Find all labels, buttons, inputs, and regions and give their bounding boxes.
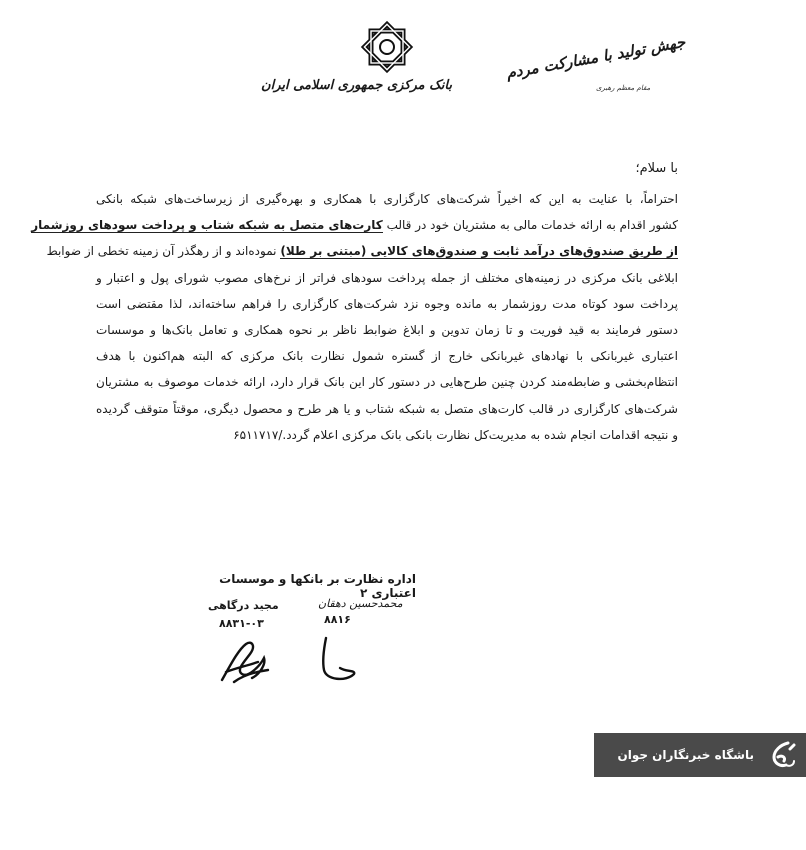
letter-line: و نتیجه اقدامات انجام شده به مدیریت‌کل نظارت بانکی بانک مرکزی اعلام گردد./۶۵۱۱۷۱۷ bbox=[233, 427, 678, 442]
signature-1-icon bbox=[216, 636, 274, 688]
bank-name: بانک مرکزی جمهوری اسلامی ایران bbox=[261, 78, 452, 93]
letter-line-part: کشور اقدام به ارائه خدمات مالی به مشتریان خود در قالب bbox=[386, 218, 678, 233]
highlighted-phrase: کارت‌های متصل به شبکه شتاب و پرداخت سودهای روزشمار bbox=[31, 218, 383, 233]
letter-line bbox=[31, 212, 678, 238]
highlighted-phrase: از طریق صندوق‌های درآمد ثابت و صندوق‌های کالایی (مبتنی بر طلا) bbox=[280, 244, 678, 259]
signatory-1-name: مجید درگاهی bbox=[208, 599, 279, 612]
signature-2-icon bbox=[316, 634, 362, 684]
signatory-2-code: ۸۸۱۶ bbox=[324, 613, 351, 626]
letter-line: دستور فرمایند به قید فوریت و تا زمان تدوین و ابلاغ ضوابط ناظر بر نحوه همکاری و تعامل بانک‌ها و موسسات bbox=[96, 323, 678, 338]
letter-line: شرکت‌های کارگزاری در قالب کارت‌های متصل به شبکه شتاب و یا هر طرح و محصول دیگری، موقتاً متوقف گردیده bbox=[96, 401, 678, 416]
letter-body bbox=[31, 186, 678, 448]
letter-line-part: نموده‌اند و از رهگذر آن زمینه تخطی از ضوابط bbox=[46, 244, 277, 259]
signatory-2-name: محمدحسین دهقان bbox=[318, 597, 403, 610]
letter-line: پرداخت سود کوتاه مدت روزشمار به مانده وجوه نزد شرکت‌های کارگزاری را فراهم ساخته‌اند، لذا مقتضی است bbox=[96, 296, 678, 311]
letter-line: انتظام‌بخشی و ضابطه‌مند کردن چنین طرح‌هایی در دستور کار این بانک قرار دارد، ارائه خدمات موصوف به مشتریان bbox=[96, 375, 678, 390]
central-bank-emblem-icon bbox=[358, 18, 416, 76]
greeting: با سلام؛ bbox=[635, 161, 678, 176]
signatory-1-code: ۸۸۳۱-۰۳ bbox=[219, 617, 264, 630]
news-agency-name: باشگاه خبرنگاران جوان bbox=[617, 748, 754, 762]
signatory-office: اداره نظارت بر بانکها و موسسات اعتباری ۲ bbox=[219, 572, 416, 600]
news-agency-badge bbox=[594, 733, 806, 777]
letter-line: احتراماً، با عنایت به این که اخیراً شرکت‌های کارگزاری با همکاری و بهره‌گیری از زیرساخت‌های شبکه بانکی bbox=[96, 192, 678, 206]
slogan-attribution: مقام معظم رهبری bbox=[596, 84, 651, 92]
letter-line bbox=[46, 238, 678, 264]
year-slogan: جهش تولید با مشارکت مردم bbox=[504, 32, 687, 83]
letter-line: اعتباری غیربانکی با نهادهای غیربانکی خارج از گستره شمول نظارت بانک مرکزی که البته هم‌اکنون با هدف bbox=[96, 349, 678, 364]
news-agency-logo-icon bbox=[764, 737, 800, 773]
letter-line: ابلاغی بانک مرکزی در زمینه‌های مختلف از جمله پرداخت سودهای فراتر از نرخ‌های مصوب شورای پول و اعتبار و bbox=[96, 270, 678, 285]
